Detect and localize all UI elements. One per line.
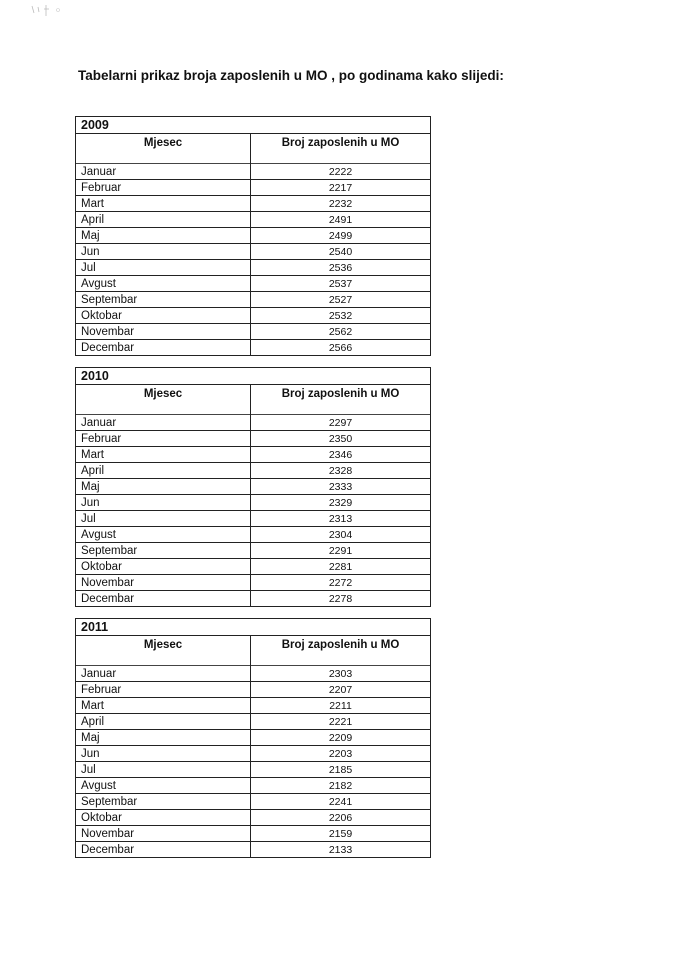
- table-row: [76, 463, 431, 479]
- count-cell: 2532: [251, 308, 431, 324]
- month-cell: Novembar: [76, 575, 251, 591]
- count-cell: 2133: [251, 842, 431, 858]
- count-cell: 2499: [251, 228, 431, 244]
- count-cell: 2241: [251, 794, 431, 810]
- table-row: [76, 212, 431, 228]
- table-row: [76, 591, 431, 607]
- table-row: [76, 794, 431, 810]
- month-cell: Jul: [76, 762, 251, 778]
- month-cell: Januar: [76, 164, 251, 180]
- table-row: [76, 340, 431, 356]
- table-row: [76, 276, 431, 292]
- count-cell: 2211: [251, 698, 431, 714]
- page-title: Tabelarni prikaz broja zaposlenih u MO , po godinama kako slijedi:: [78, 68, 504, 83]
- table-row: [76, 415, 431, 431]
- table-row: [76, 228, 431, 244]
- table-row: [76, 826, 431, 842]
- count-cell: 2217: [251, 180, 431, 196]
- year-table-2009: [75, 116, 431, 356]
- count-cell: 2232: [251, 196, 431, 212]
- count-cell: 2333: [251, 479, 431, 495]
- table-row: [76, 260, 431, 276]
- table-row: [76, 575, 431, 591]
- count-cell: 2278: [251, 591, 431, 607]
- count-cell: 2182: [251, 778, 431, 794]
- table-row: [76, 244, 431, 260]
- year-header-row: [76, 117, 431, 134]
- table-row: [76, 511, 431, 527]
- scan-artifact-mark: [28, 4, 68, 20]
- count-cell: 2566: [251, 340, 431, 356]
- month-cell: Oktobar: [76, 559, 251, 575]
- table-row: [76, 164, 431, 180]
- month-cell: Septembar: [76, 794, 251, 810]
- count-cell: 2536: [251, 260, 431, 276]
- year-header-row: [76, 368, 431, 385]
- count-cell: 2207: [251, 682, 431, 698]
- month-cell: April: [76, 212, 251, 228]
- count-cell: 2537: [251, 276, 431, 292]
- count-cell: 2272: [251, 575, 431, 591]
- month-cell: Januar: [76, 415, 251, 431]
- year-header-row: [76, 619, 431, 636]
- table-row: [76, 714, 431, 730]
- count-cell: 2203: [251, 746, 431, 762]
- count-cell: 2206: [251, 810, 431, 826]
- month-cell: Februar: [76, 431, 251, 447]
- month-cell: Oktobar: [76, 308, 251, 324]
- year-label: 2010: [76, 368, 431, 385]
- month-cell: Maj: [76, 730, 251, 746]
- table-row: [76, 746, 431, 762]
- count-cell: 2291: [251, 543, 431, 559]
- count-column-header: Broj zaposlenih u MO: [251, 134, 431, 159]
- count-column-header: Broj zaposlenih u MO: [251, 385, 431, 410]
- column-header-row: [76, 636, 431, 661]
- month-cell: April: [76, 714, 251, 730]
- month-cell: Avgust: [76, 527, 251, 543]
- month-cell: Mart: [76, 698, 251, 714]
- table-row: [76, 479, 431, 495]
- count-cell: 2491: [251, 212, 431, 228]
- count-cell: 2297: [251, 415, 431, 431]
- month-column-header: Mjesec: [76, 385, 251, 410]
- count-cell: 2346: [251, 447, 431, 463]
- year-label: 2011: [76, 619, 431, 636]
- count-cell: 2540: [251, 244, 431, 260]
- count-column-header: Broj zaposlenih u MO: [251, 636, 431, 661]
- month-cell: Jul: [76, 511, 251, 527]
- count-cell: 2159: [251, 826, 431, 842]
- table-row: [76, 778, 431, 794]
- count-cell: 2221: [251, 714, 431, 730]
- month-cell: Jul: [76, 260, 251, 276]
- table-row: [76, 180, 431, 196]
- table-row: [76, 762, 431, 778]
- month-cell: Avgust: [76, 276, 251, 292]
- month-column-header: Mjesec: [76, 636, 251, 661]
- count-cell: 2313: [251, 511, 431, 527]
- year-table-2011: [75, 618, 431, 858]
- table-row: [76, 324, 431, 340]
- table-row: [76, 495, 431, 511]
- month-cell: Maj: [76, 479, 251, 495]
- count-cell: 2222: [251, 164, 431, 180]
- count-cell: 2185: [251, 762, 431, 778]
- year-label: 2009: [76, 117, 431, 134]
- table-row: [76, 292, 431, 308]
- month-cell: Jun: [76, 244, 251, 260]
- month-cell: Januar: [76, 666, 251, 682]
- count-cell: 2209: [251, 730, 431, 746]
- column-header-row: [76, 385, 431, 410]
- table-row: [76, 196, 431, 212]
- table-row: [76, 666, 431, 682]
- month-cell: Novembar: [76, 324, 251, 340]
- table-row: [76, 842, 431, 858]
- month-cell: Februar: [76, 682, 251, 698]
- count-cell: 2329: [251, 495, 431, 511]
- count-cell: 2328: [251, 463, 431, 479]
- month-column-header: Mjesec: [76, 134, 251, 159]
- table-row: [76, 431, 431, 447]
- table-row: [76, 698, 431, 714]
- table-row: [76, 730, 431, 746]
- month-cell: April: [76, 463, 251, 479]
- month-cell: Maj: [76, 228, 251, 244]
- month-cell: Septembar: [76, 543, 251, 559]
- count-cell: 2303: [251, 666, 431, 682]
- month-cell: Decembar: [76, 842, 251, 858]
- column-header-row: [76, 134, 431, 159]
- month-cell: Mart: [76, 196, 251, 212]
- month-cell: Decembar: [76, 591, 251, 607]
- month-cell: Oktobar: [76, 810, 251, 826]
- month-cell: Jun: [76, 495, 251, 511]
- table-row: [76, 447, 431, 463]
- month-cell: Februar: [76, 180, 251, 196]
- table-row: [76, 559, 431, 575]
- month-cell: Decembar: [76, 340, 251, 356]
- table-row: [76, 682, 431, 698]
- table-row: [76, 810, 431, 826]
- count-cell: 2281: [251, 559, 431, 575]
- month-cell: Septembar: [76, 292, 251, 308]
- count-cell: 2304: [251, 527, 431, 543]
- table-row: [76, 308, 431, 324]
- count-cell: 2527: [251, 292, 431, 308]
- month-cell: Mart: [76, 447, 251, 463]
- table-row: [76, 527, 431, 543]
- year-table-2010: [75, 367, 431, 607]
- table-row: [76, 543, 431, 559]
- month-cell: Jun: [76, 746, 251, 762]
- count-cell: 2350: [251, 431, 431, 447]
- month-cell: Avgust: [76, 778, 251, 794]
- month-cell: Novembar: [76, 826, 251, 842]
- count-cell: 2562: [251, 324, 431, 340]
